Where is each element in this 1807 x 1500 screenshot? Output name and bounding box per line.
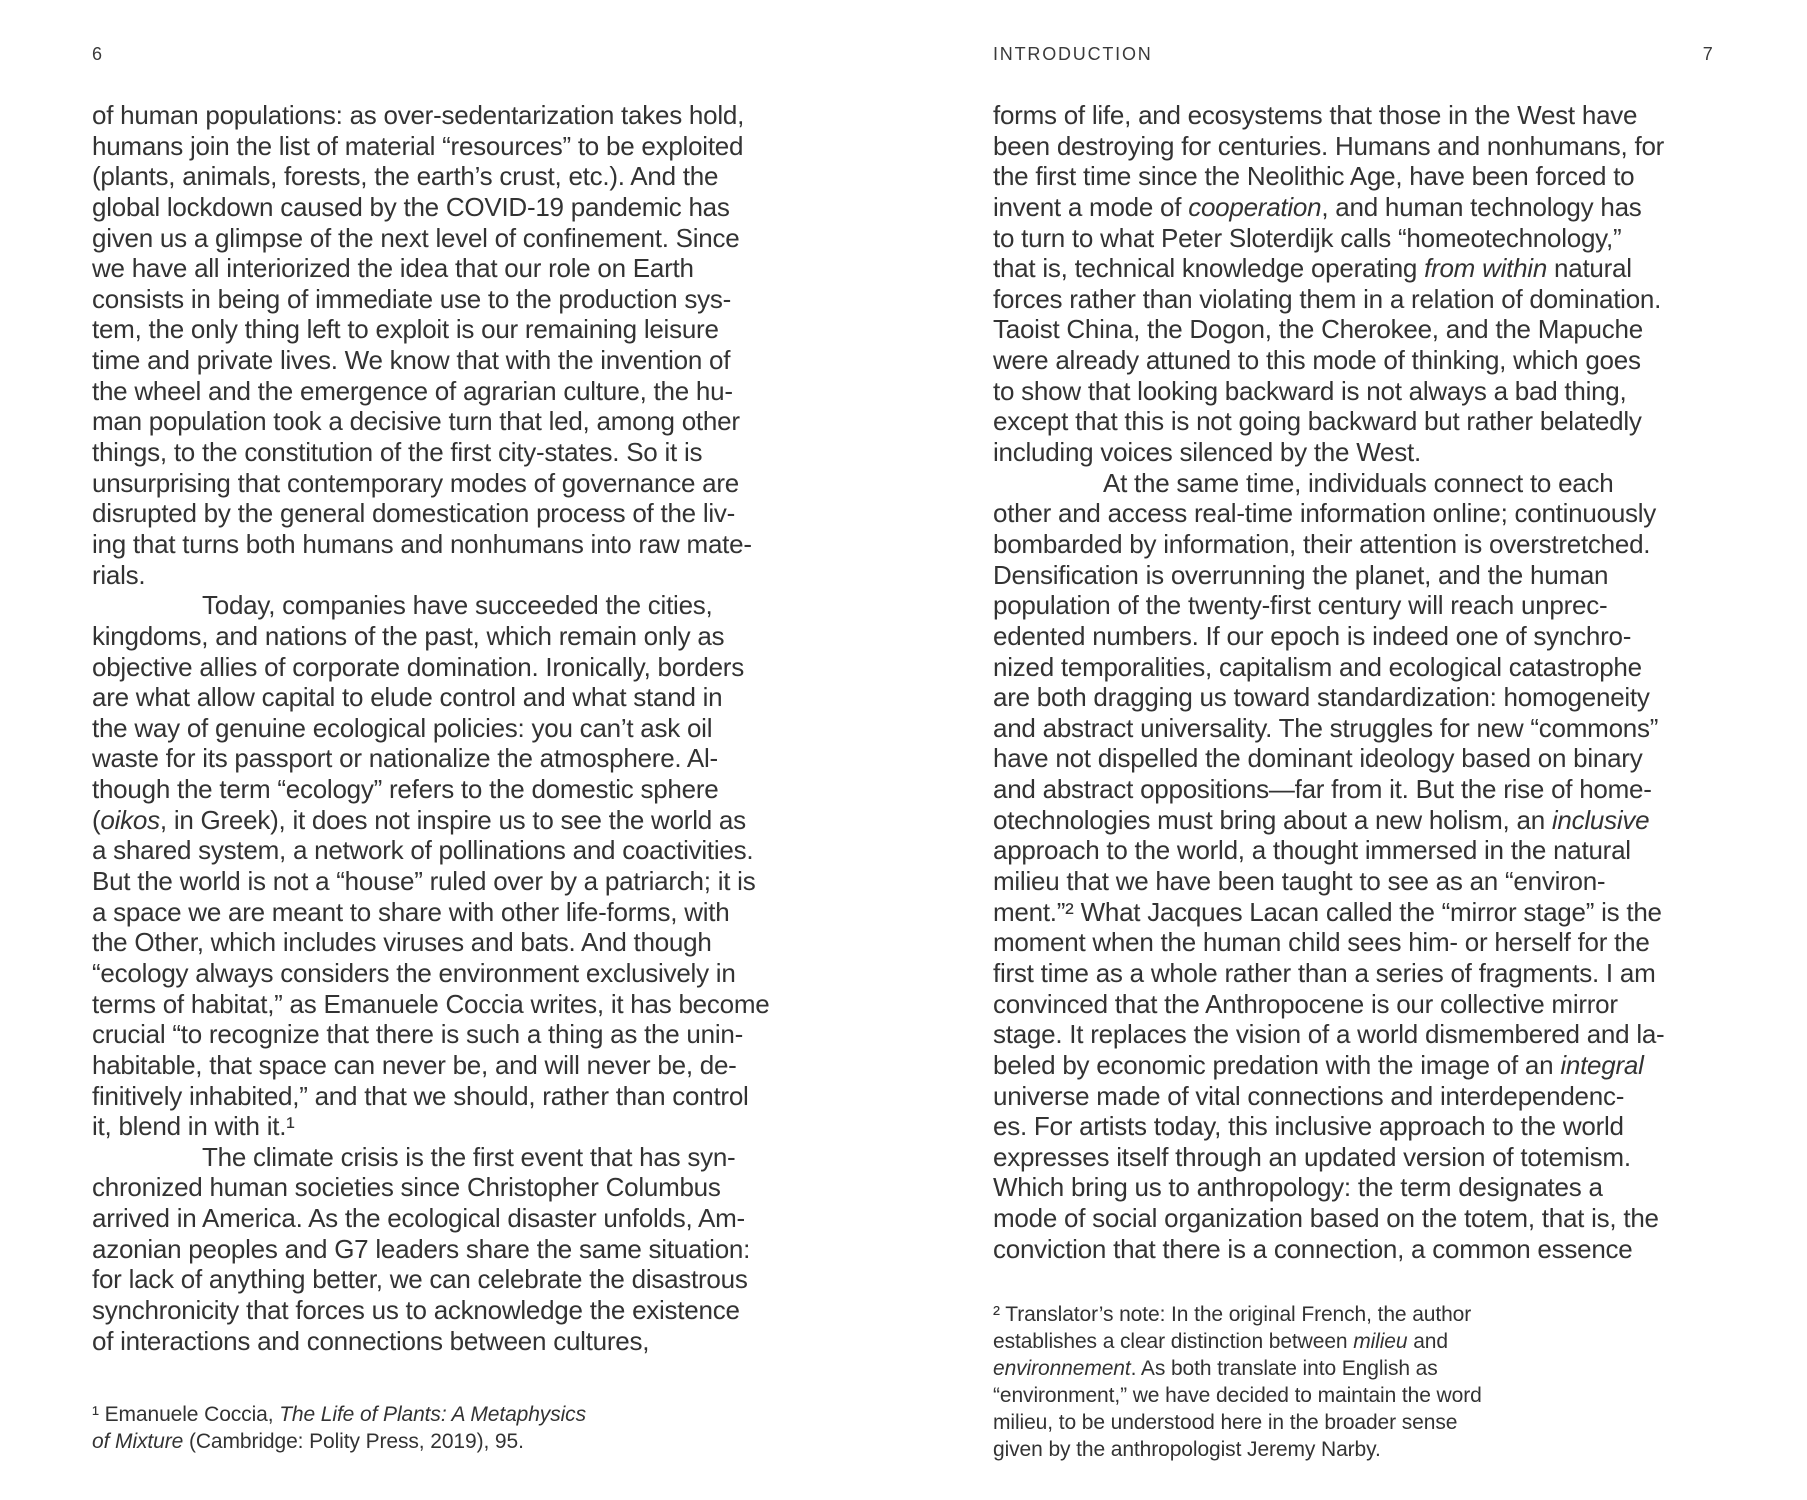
text-line: and abstract oppositions—far from it. But the rise of home-: [993, 774, 1652, 805]
text-line: of Mixture (Cambridge: Polity Press, 2019), 95.: [92, 1430, 524, 1453]
text-line: moment when the human child sees him- or herself for the: [993, 927, 1650, 958]
text-line: other and access real-time information online; continuously: [993, 498, 1657, 529]
page-number-left: 6: [92, 44, 103, 64]
text-line: time and private lives. We know that with the invention of: [92, 345, 731, 376]
text-line: conviction that there is a connection, a common essence: [993, 1233, 1633, 1264]
text-line: mode of social organization based on the totem, that is, the: [993, 1203, 1659, 1234]
text-line: kingdoms, and nations of the past, which remain only as: [92, 620, 725, 651]
text-line: were already attuned to this mode of thinking, which goes: [993, 345, 1641, 376]
text-line: milieu that we have been taught to see as an “environ-: [993, 866, 1606, 897]
text-line: But the world is not a “house” ruled over by a patriarch; it is: [92, 866, 756, 897]
text-line: forms of life, and ecosystems that those in the West have: [993, 100, 1638, 130]
text-line: the wheel and the emergence of agrarian culture, the hu-: [92, 375, 733, 406]
text-line: unsurprising that contemporary modes of governance are: [92, 467, 739, 498]
text-line: synchronicity that forces us to acknowledge the existence: [92, 1294, 740, 1325]
left-page-footnote: [92, 1401, 586, 1455]
text-line: “environment,” we have decided to maintain the word: [993, 1384, 1482, 1407]
text-line: environnement. As both translate into English as: [993, 1357, 1438, 1380]
text-line: first time as a whole rather than a series of fragments. I am: [993, 957, 1656, 988]
left-page-body: [92, 100, 769, 1356]
text-line: waste for its passport or nationalize the atmosphere. Al-: [92, 743, 718, 774]
text-line: nized temporalities, capitalism and ecological catastrophe: [993, 651, 1642, 682]
text-line: given us a glimpse of the next level of confinement. Since: [92, 222, 740, 253]
text-line: been destroying for centuries. Humans and nonhumans, for: [993, 130, 1665, 161]
text-line: ing that turns both humans and nonhumans into raw mate-: [92, 528, 752, 559]
text-line: “ecology always considers the environment exclusively in: [92, 957, 736, 988]
text-line: given by the anthropologist Jeremy Narby.: [993, 1438, 1381, 1461]
text-line: Densification is overrunning the planet, and the human: [993, 559, 1609, 590]
text-line: Today, companies have succeeded the cities,: [202, 590, 713, 621]
text-line: approach to the world, a thought immersed in the natural: [993, 835, 1631, 866]
text-line: otechnologies must bring about a new holism, an inclusive: [993, 804, 1650, 835]
text-line: of interactions and connections between cultures,: [92, 1325, 650, 1356]
text-line: a shared system, a network of pollinations and coactivities.: [92, 835, 754, 866]
text-line: edented numbers. If our epoch is indeed one of synchro-: [993, 620, 1632, 651]
text-line: to turn to what Peter Sloterdijk calls “homeotechnology,”: [993, 222, 1622, 253]
text-line: are what allow capital to elude control and what stand in: [92, 682, 723, 713]
text-line: of human populations: as over-sedentarization takes hold,: [92, 100, 745, 130]
text-line: azonian peoples and G7 leaders share the same situation:: [92, 1233, 751, 1264]
text-line: population of the twenty-first century will reach unprec-: [993, 590, 1608, 621]
text-line: we have all interiorized the idea that our role on Earth: [92, 253, 694, 284]
text-line: humans join the list of material “resources” to be exploited: [92, 130, 744, 161]
text-line: including voices silenced by the West.: [993, 437, 1421, 468]
text-line: the first time since the Neolithic Age, have been forced to: [993, 161, 1635, 192]
text-line: rials.: [92, 559, 146, 590]
running-header: [0, 44, 1807, 66]
text-line: crucial “to recognize that there is such a thing as the unin-: [92, 1019, 743, 1050]
text-line: objective allies of corporate domination. Ironically, borders: [92, 651, 744, 682]
text-line: establishes a clear distinction between milieu and: [993, 1330, 1448, 1353]
text-line: it, blend in with it.¹: [92, 1111, 295, 1142]
text-line: expresses itself through an updated version of totemism.: [993, 1141, 1631, 1172]
text-line: global lockdown caused by the COVID-19 pandemic has: [92, 191, 730, 222]
text-line: for lack of anything better, we can celebrate the disastrous: [92, 1264, 748, 1295]
text-line: consists in being of immediate use to the production sys-: [92, 283, 731, 314]
text-line: bombarded by information, their attention is overstretched.: [993, 528, 1651, 559]
text-line: disrupted by the general domestication process of the liv-: [92, 498, 736, 529]
text-line: tem, the only thing left to exploit is our remaining leisure: [92, 314, 719, 345]
text-line: Taoist China, the Dogon, the Cherokee, and the Mapuche: [993, 314, 1643, 345]
text-line: es. For artists today, this inclusive approach to the world: [993, 1111, 1624, 1142]
text-line: milieu, to be understood here in the broader sense: [993, 1411, 1458, 1434]
text-line: habitable, that space can never be, and will never be, de-: [92, 1049, 737, 1080]
text-line: (oikos, in Greek), it does not inspire us to see the world as: [92, 804, 746, 835]
text-line: man population took a decisive turn that led, among other: [92, 406, 740, 437]
text-line: things, to the constitution of the first city-states. So it is: [92, 437, 703, 468]
text-line: At the same time, individuals connect to each: [1103, 467, 1614, 498]
text-line: and abstract universality. The struggles for new “commons”: [993, 712, 1659, 743]
text-line: the Other, which includes viruses and bats. And though: [92, 927, 712, 958]
page-number-right: 7: [1702, 44, 1713, 64]
text-line: a space we are meant to share with other life-forms, with: [92, 896, 730, 927]
text-line: ment.”² What Jacques Lacan called the “mirror stage” is the: [993, 896, 1662, 927]
text-line: ¹ Emanuele Coccia, The Life of Plants: A Metaphysics: [92, 1403, 586, 1426]
text-line: arrived in America. As the ecological disaster unfolds, Am-: [92, 1203, 745, 1234]
text-line: universe made of vital connections and interdependenc-: [993, 1080, 1625, 1111]
right-page-body: [993, 100, 1664, 1264]
text-line: finitively inhabited,” and that we should, rather than control: [92, 1080, 749, 1111]
running-title: INTRODUCTION: [993, 44, 1153, 64]
text-line: the way of genuine ecological policies: you can’t ask oil: [92, 712, 713, 743]
text-line: ² Translator’s note: In the original French, the author: [993, 1303, 1472, 1326]
text-line: Which bring us to anthropology: the term designates a: [993, 1172, 1603, 1203]
text-line: except that this is not going backward but rather belatedly: [993, 406, 1642, 437]
text-line: (plants, animals, forests, the earth’s crust, etc.). And the: [92, 161, 719, 192]
text-line: have not dispelled the dominant ideology based on binary: [993, 743, 1643, 774]
text-line: are both dragging us toward standardization: homogeneity: [993, 682, 1650, 713]
text-line: beled by economic predation with the image of an integral: [993, 1049, 1644, 1080]
text-line: stage. It replaces the vision of a world dismembered and la-: [993, 1019, 1665, 1050]
text-line: forces rather than violating them in a relation of domination.: [993, 283, 1662, 314]
text-line: that is, technical knowledge operating from within natural: [993, 253, 1632, 284]
right-page-footnote: [993, 1301, 1482, 1463]
text-line: convinced that the Anthropocene is our collective mirror: [993, 988, 1618, 1019]
text-line: though the term “ecology” refers to the domestic sphere: [92, 774, 719, 805]
text-line: The climate crisis is the first event that has syn-: [202, 1141, 736, 1172]
text-line: to show that looking backward is not always a bad thing,: [993, 375, 1627, 406]
text-line: invent a mode of cooperation, and human technology has: [993, 191, 1642, 222]
text-line: chronized human societies since Christopher Columbus: [92, 1172, 721, 1203]
text-line: terms of habitat,” as Emanuele Coccia writes, it has become: [92, 988, 770, 1019]
